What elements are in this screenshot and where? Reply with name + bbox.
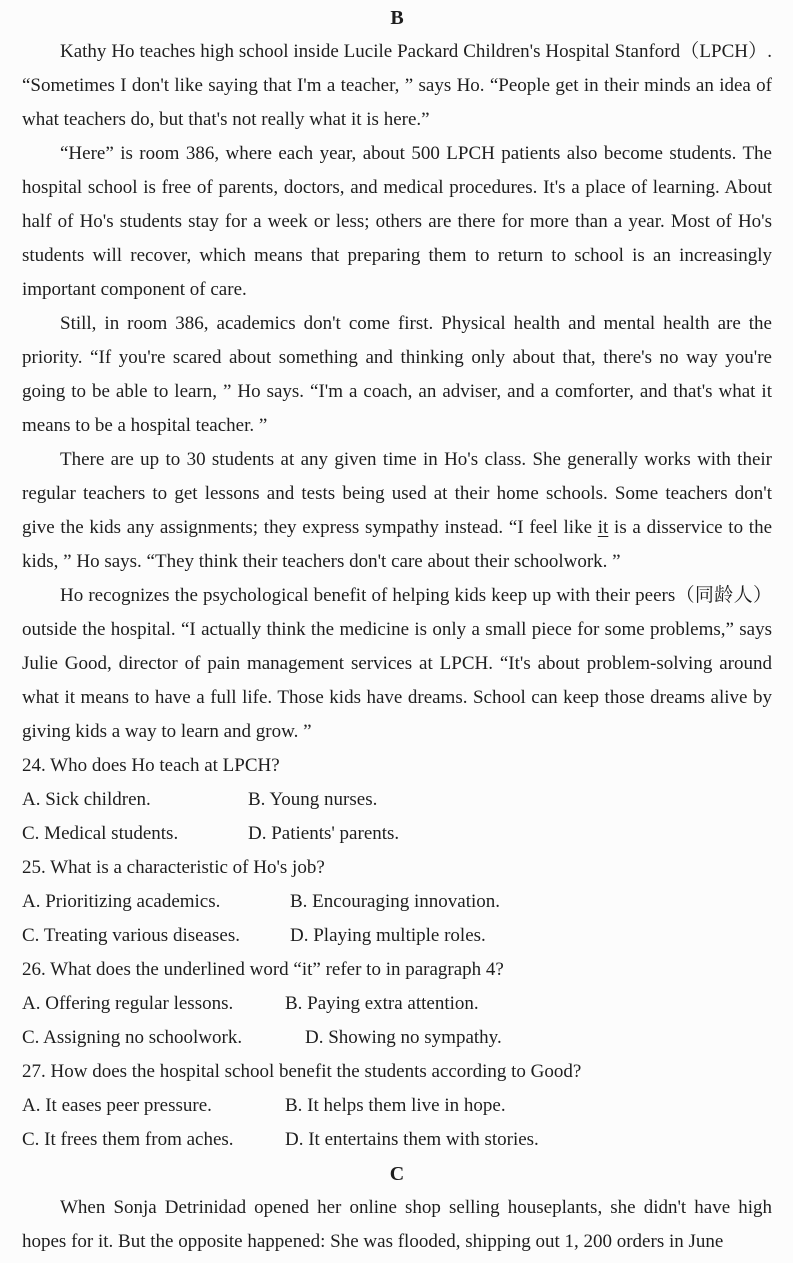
option-d: D. Playing multiple roles.	[290, 925, 486, 946]
question-25-option-row-2	[22, 919, 772, 953]
question-26-stem: 26. What does the underlined word “it” refer to in paragraph 4?	[22, 959, 504, 980]
section-c-heading: C	[389, 1163, 405, 1185]
question-25-option-row-1	[22, 885, 772, 919]
passage-b-paragraph-5: Ho recognizes the psychological benefit of helping kids keep up with their peers（同龄人）outside the hospital. “I actually think the medicine is only a small piece for some problems,” says Julie Good, director of pain management services at LPCH. “It's about problem-solving around what it means to have a full life. Those kids have dreams. School can keep those dreams alive by giving kids a way to learn and grow. ”	[22, 585, 772, 742]
passage-b-paragraph-3: Still, in room 386, academics don't come first. Physical health and mental health are the priority. “If you're scared about something and thinking only about that, there's no way you're going to be able to learn, ” Ho says. “I'm a coach, an adviser, and a comforter, and that's what it means to be a hospital teacher. ”	[22, 313, 772, 436]
question-27-option-row-1	[22, 1089, 772, 1123]
question-27	[22, 1055, 772, 1157]
option-a: A. Sick children.	[22, 789, 151, 810]
option-c: C. Assigning no schoolwork.	[22, 1027, 243, 1048]
option-c: C. Medical students.	[22, 823, 179, 844]
passage-b-paragraph-4	[22, 443, 772, 579]
option-b: B. Young nurses.	[248, 789, 378, 810]
question-24-option-row-1	[22, 783, 772, 817]
question-27-option-row-2	[22, 1123, 772, 1157]
option-a: A. Offering regular lessons.	[22, 993, 234, 1014]
question-24-stem: 24. Who does Ho teach at LPCH?	[22, 755, 280, 776]
option-b: B. It helps them live in hope.	[285, 1095, 506, 1116]
question-25-stem: 25. What is a characteristic of Ho's job?	[22, 857, 325, 878]
option-b: B. Paying extra attention.	[285, 993, 479, 1014]
option-d: D. It entertains them with stories.	[285, 1129, 539, 1150]
passage-c-paragraph-1: When Sonja Detrinidad opened her online shop selling houseplants, she didn't have high hopes for it. But the opposite happened: She was flooded, shipping out 1, 200 orders in June	[22, 1197, 772, 1252]
passage-b-paragraph-2: “Here” is room 386, where each year, about 500 LPCH patients also become students. The hospital school is free of parents, doctors, and medical procedures. It's a place of learning. About half of Ho's students stay for a week or less; others are there for more than a year. Most of Ho's students will recover, which means that preparing them to return to school is an increasingly important component of care.	[22, 143, 772, 300]
option-b: B. Encouraging innovation.	[290, 891, 501, 912]
underlined-word-it: it	[597, 517, 609, 538]
passage-b-paragraph-1: Kathy Ho teaches high school inside Lucile Packard Children's Hospital Stanford（LPCH）. “Sometimes I don't like saying that I'm a teacher, ” says Ho. “People get in their minds an idea of what teachers do, but that's not really what it is here.”	[22, 41, 772, 130]
option-c: C. It frees them from aches.	[22, 1129, 234, 1150]
option-d: D. Patients' parents.	[248, 823, 400, 844]
question-24	[22, 749, 772, 851]
option-a: A. Prioritizing academics.	[22, 891, 221, 912]
section-b-heading: B	[390, 7, 404, 29]
option-d: D. Showing no sympathy.	[305, 1027, 502, 1048]
question-25	[22, 851, 772, 953]
question-26-option-row-2	[22, 1021, 772, 1055]
question-24-option-row-2	[22, 817, 772, 851]
option-c: C. Treating various diseases.	[22, 925, 240, 946]
question-26	[22, 953, 772, 1055]
question-27-stem: 27. How does the hospital school benefit the students according to Good?	[22, 1061, 582, 1082]
paragraph-4-post-text: is a disservice to the kids, ” Ho says. “They think their teachers don't care about their schoolwork. ”	[22, 517, 772, 572]
paragraph-4-pre-text: There are up to 30 students at any given time in Ho's class. She generally works with their regular teachers to get lessons and tests being used at their home schools. Some teachers don't give the kids any assignments; they express sympathy instead. “I feel like	[22, 449, 772, 538]
option-a: A. It eases peer pressure.	[22, 1095, 212, 1116]
question-26-option-row-1	[22, 987, 772, 1021]
